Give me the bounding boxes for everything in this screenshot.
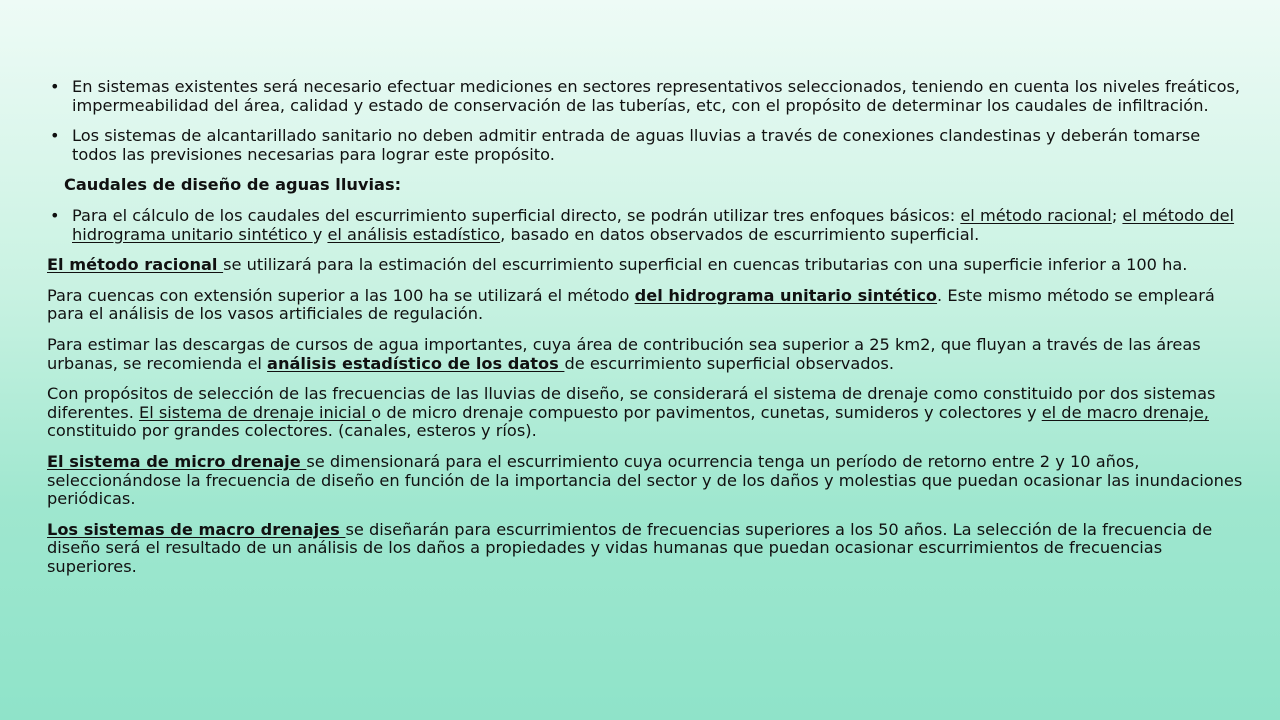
para-micro-drainage [47, 453, 1247, 509]
bullet-text: Los sistemas de alcantarillado sanitario no deben admitir entrada de aguas lluvias a través de conexiones clandestinas y deberán tomarse todos las previsiones necesarias para lograr este propósito. [72, 126, 1201, 164]
para-lead: El método racional [47, 255, 224, 275]
para-text: constituido por grandes colectores. (canales, esteros y ríos). [47, 421, 537, 441]
section-heading: Caudales de diseño de aguas lluvias: [64, 175, 402, 195]
para-emph: análisis estadístico de los datos [267, 353, 565, 373]
para-text: se dimensionará para el escurrimiento cuya ocurrencia tenga un período de retorno entre 2 y 10 años, seleccionándose la frecuencia de diseño en función de la importancia del sector y de los daños y molestias que puedan ocasionar las inundaciones periódicas. [47, 451, 1243, 509]
methods-outro: , basado en datos observados de escurrimiento superficial. [500, 224, 980, 244]
para-text: Con propósitos de selección de las frecuencias de las lluvias de diseño, se considerará el sistema de drenaje como constituido por dos sistemas diferentes. [47, 384, 1216, 422]
initial-drainage: El sistema de drenaje inicial [138, 402, 372, 422]
bullet-methods [47, 207, 1247, 244]
bullet-clandestine-connections [47, 127, 1247, 164]
bullet-text: En sistemas existentes será necesario efectuar mediciones en sectores representativos seleccionados, teniendo en cuenta los niveles freáticos, impermeabilidad del área, calidad y estado de conservación de las tuberías, etc, con el propósito de determinar los caudales de infiltración. [72, 77, 1241, 115]
para-statistical [47, 336, 1247, 373]
para-macro-drainage [47, 521, 1247, 577]
para-text: . Este mismo método se empleará para el análisis de los vasos artificiales de regulación. [47, 285, 1215, 324]
slide-content [47, 78, 1247, 588]
para-text: o de micro drenaje compuesto por pavimentos, cunetas, sumideros y colectores y [371, 402, 1042, 422]
method-hydrograph: el método del hidrograma unitario sintético [72, 205, 1235, 244]
para-text: se diseñarán para escurrimientos de frecuencias superiores a los 50 años. La selección de la frecuencia de diseño será el resultado de un análisis de los daños a propiedades y vidas humanas que puedan ocasionar escurrimientos de frecuencias superiores. [47, 519, 1213, 576]
methods-sep: ; [1111, 205, 1123, 225]
para-lead: Los sistemas de macro drenajes [47, 519, 346, 539]
para-rational-method [47, 256, 1247, 275]
bullet-dot: • [50, 126, 60, 146]
method-statistical: el análisis estadístico [327, 224, 501, 244]
bullet-dot: • [50, 77, 60, 96]
para-text: Para cuencas con extensión superior a las 100 ha se utilizará el método [47, 285, 635, 305]
bullet-methods-text [72, 206, 1234, 244]
para-text: se utilizará para la estimación del escurrimiento superficial en cuencas tributarias con una superficie inferior a 100 ha. [223, 255, 1188, 275]
macro-drainage: el de macro drenaje, [1041, 402, 1209, 422]
methods-intro: Para el cálculo de los caudales del escurrimiento superficial directo, se podrán utilizar tres enfoques básicos: [72, 205, 961, 225]
bullet-dot: • [50, 205, 60, 225]
para-text: Para estimar las descargas de cursos de agua importantes, cuya área de contribución sea superior a 25 km2, que fluyan a través de las áreas urbanas, se recomienda el [47, 334, 1201, 373]
para-drainage-systems [47, 385, 1247, 441]
bullet-infiltration [47, 78, 1247, 115]
method-rational: el método racional [960, 205, 1112, 225]
para-emph: del hidrograma unitario sintético [634, 285, 938, 305]
para-lead: El sistema de micro drenaje [47, 451, 307, 471]
methods-sep: y [312, 224, 328, 244]
para-text: de escurrimiento superficial observados. [564, 353, 894, 373]
para-hydrograph [47, 287, 1247, 324]
